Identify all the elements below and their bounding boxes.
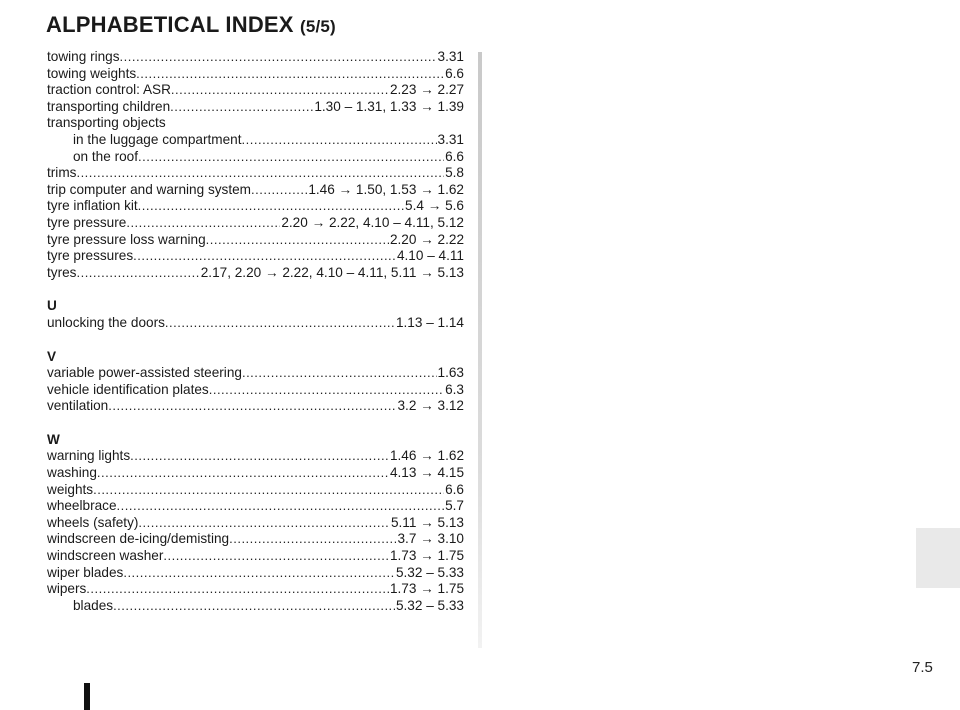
section-letter-w: W — [47, 431, 60, 447]
dot-leader — [170, 99, 313, 116]
dot-leader — [130, 448, 389, 465]
section-gap — [47, 332, 464, 349]
index-subentry-blades — [47, 598, 464, 615]
dot-leader — [206, 232, 389, 249]
index-pages: 5.32 – 5.33 — [395, 564, 464, 580]
index-term: tyre inflation kit — [47, 198, 138, 214]
index-entry-warning-lights — [47, 448, 464, 465]
index-pages: 6.6 — [445, 148, 464, 164]
index-term: trip computer and warning system — [47, 181, 251, 197]
index-term: vehicle identification plates — [47, 381, 209, 397]
index-pages: 4.13 → 4.15 — [389, 465, 464, 481]
index-term: trims — [47, 165, 77, 181]
index-entry-wiper-blades — [47, 565, 464, 582]
index-entry-trims — [47, 165, 464, 182]
index-entry-windscreen-deicing — [47, 531, 464, 548]
index-term: blades — [73, 597, 114, 613]
index-subentry-luggage-compartment — [47, 132, 464, 149]
index-pages: 1.30 – 1.31, 1.33 → 1.39 — [314, 98, 464, 114]
index-entry-transporting-objects — [47, 115, 464, 132]
index-term: variable power-assisted steering — [47, 365, 242, 381]
index-term: windscreen de-icing/demisting — [47, 531, 230, 547]
index-subentry-on-the-roof — [47, 149, 464, 166]
index-pages: 5.8 — [445, 165, 464, 181]
index-entry-towing-weights — [47, 66, 464, 83]
index-entry-transporting-children — [47, 99, 464, 116]
section-letter-v: V — [47, 348, 57, 364]
index-entry-unlocking-doors — [47, 315, 464, 332]
dot-leader — [242, 132, 437, 149]
index-pages: 2.20 → 2.22 — [389, 231, 464, 247]
index-pages: 5.11 → 5.13 — [390, 514, 464, 530]
index-pages: 6.6 — [445, 65, 464, 81]
dot-leader — [120, 49, 437, 66]
index-term: tyre pressures — [47, 248, 134, 264]
dot-leader — [113, 598, 395, 615]
index-pages: 1.46 → 1.62 — [389, 448, 464, 464]
corner-mark — [84, 683, 90, 710]
index-term: towing weights — [47, 65, 137, 81]
index-term: transporting objects — [47, 115, 166, 131]
index-pages: 6.3 — [445, 381, 464, 397]
dot-leader — [138, 198, 404, 215]
dot-leader — [138, 149, 444, 166]
index-entry-trip-computer — [47, 182, 464, 199]
index-entry-towing-rings — [47, 49, 464, 66]
index-term: wiper blades — [47, 564, 124, 580]
dot-leader — [165, 315, 395, 332]
index-term: windscreen washer — [47, 548, 164, 564]
dot-leader — [229, 531, 396, 548]
page-title-part: (5/5) — [299, 17, 336, 36]
dot-leader — [251, 182, 307, 199]
page-title-text: ALPHABETICAL INDEX — [46, 12, 294, 37]
index-pages: 3.31 — [437, 131, 464, 147]
index-pages: 5.4 → 5.6 — [405, 198, 464, 214]
dot-leader — [123, 565, 395, 582]
index-pages: 5.32 – 5.33 — [395, 597, 464, 613]
index-term: tyres — [47, 264, 77, 280]
index-term: washing — [47, 465, 97, 481]
index-entry-wipers — [47, 581, 464, 598]
index-term: traction control: ASR — [47, 82, 171, 98]
index-entry-ventilation — [47, 398, 464, 415]
index-entry-traction-control — [47, 82, 464, 99]
dot-leader — [117, 498, 445, 515]
dot-leader — [97, 465, 389, 482]
section-letter-u: U — [47, 298, 57, 314]
dot-leader — [108, 398, 396, 415]
section-gap — [47, 415, 464, 432]
dot-leader — [136, 66, 444, 83]
index-term: in the luggage compartment — [73, 131, 242, 147]
index-pages: 3.31 — [437, 49, 464, 64]
dot-leader — [171, 82, 389, 99]
index-pages: 1.73 → 1.75 — [389, 581, 464, 597]
index-entry-power-steering — [47, 365, 464, 382]
index-term: weights — [47, 481, 94, 497]
index-entry-tyre-pressures — [47, 248, 464, 265]
dot-leader — [76, 165, 444, 182]
index-term: wipers — [47, 581, 87, 597]
dot-leader — [133, 248, 396, 265]
index-entry-tyre-pressure — [47, 215, 464, 232]
index-entry-weights — [47, 482, 464, 499]
dot-leader — [209, 382, 444, 399]
page-title — [46, 12, 336, 38]
dot-leader — [126, 215, 280, 232]
index-term: unlocking the doors — [47, 314, 165, 330]
index-term: wheelbrace — [47, 498, 117, 514]
dot-leader — [93, 482, 444, 499]
index-entry-identification-plates — [47, 382, 464, 399]
index-entry-wheelbrace — [47, 498, 464, 515]
dot-leader — [138, 515, 390, 532]
index-pages: 1.73 → 1.75 — [389, 548, 464, 564]
index-entry-tyre-inflation-kit — [47, 198, 464, 215]
index-pages: 1.46 → 1.50, 1.53 → 1.62 — [308, 181, 464, 197]
index-term: tyre pressure — [47, 214, 127, 230]
index-pages: 5.7 — [445, 498, 464, 514]
dot-leader — [76, 265, 199, 282]
index-pages: 6.6 — [445, 481, 464, 497]
index-pages: 2.17, 2.20 → 2.22, 4.10 – 4.11, 5.11 → 5.13 — [200, 264, 464, 280]
index-pages: 3.2 → 3.12 — [397, 398, 464, 414]
chapter-tab — [916, 528, 960, 588]
index-entry-washing — [47, 465, 464, 482]
index-column — [47, 49, 464, 614]
index-term: on the roof — [73, 148, 138, 164]
page-number: 7.5 — [912, 659, 933, 676]
margin-rule — [478, 52, 482, 648]
index-pages: 2.23 → 2.27 — [389, 82, 464, 98]
index-pages: 2.20 → 2.22, 4.10 – 4.11, 5.12 — [281, 214, 464, 230]
dot-leader — [163, 548, 389, 565]
index-entry-tyre-pressure-loss-warning — [47, 232, 464, 249]
index-pages: 3.7 → 3.10 — [397, 531, 464, 547]
index-pages: 1.13 – 1.14 — [395, 314, 464, 330]
index-entry-wheels-safety — [47, 515, 464, 532]
index-term: tyre pressure loss warning — [47, 231, 206, 247]
index-term: transporting children — [47, 98, 171, 114]
index-term: warning lights — [47, 448, 131, 464]
section-gap — [47, 281, 464, 298]
index-term: ventilation — [47, 398, 109, 414]
index-pages: 1.63 — [437, 365, 464, 381]
dot-leader — [242, 365, 437, 382]
index-entry-windscreen-washer — [47, 548, 464, 565]
index-pages: 4.10 – 4.11 — [396, 248, 464, 264]
index-entry-tyres — [47, 265, 464, 282]
index-term: towing rings — [47, 49, 120, 64]
index-term: wheels (safety) — [47, 514, 139, 530]
dot-leader — [86, 581, 389, 598]
